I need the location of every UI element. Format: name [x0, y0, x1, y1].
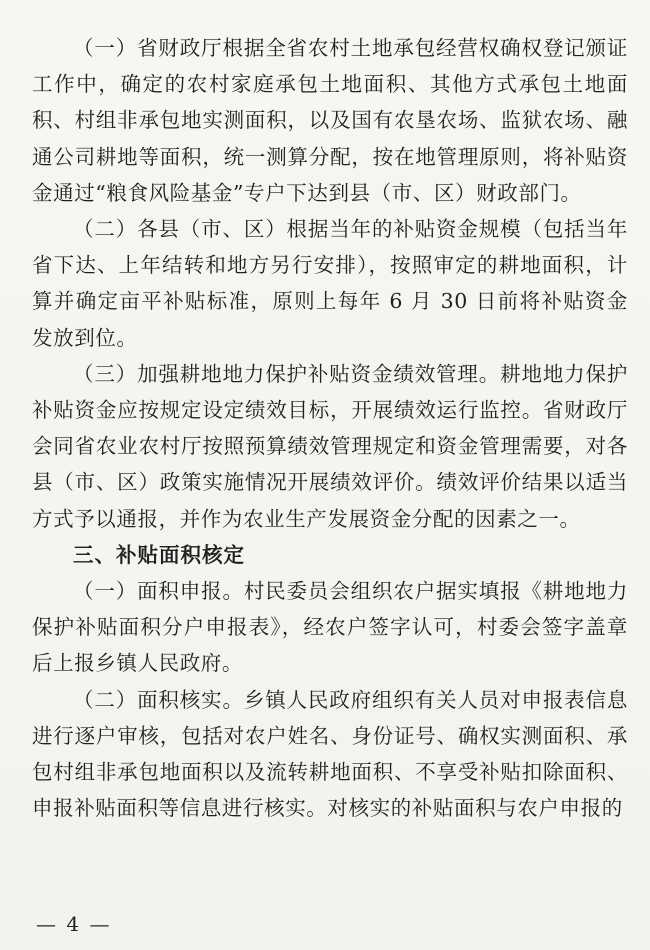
paragraph-1: （一）省财政厅根据全省农村土地承包经营权确权登记颁证工作中，确定的农村家庭承包土地面积、其他方式承包土地面积、村组非承包地实测面积，以及国有农垦农场、监狱农场、融通公司耕地等面积，统一测算分配，按在地管理原则，将补贴资金通过“粮食风险基金”专户下达到县（市、区）财政部门。 — [32, 36, 628, 205]
paragraph-4: （一）面积申报。村民委员会组织农户据实填报《耕地地力保护补贴面积分户申报表》，经农户签字认可，村委会签字盖章后上报乡镇人民政府。 — [32, 579, 628, 676]
document-body — [32, 30, 628, 826]
paragraph-3: （三）加强耕地地力保护补贴资金绩效管理。耕地地力保护补贴资金应按规定设定绩效目标，开展绩效运行监控。省财政厅会同省农业农村厅按照预算绩效管理规定和资金管理需要，对各县（市、区）政策实施情况开展绩效评价。绩效评价结果以适当方式予以通报，并作为农业生产发展资金分配的因素之一。 — [32, 361, 628, 531]
paragraph-5: （二）面积核实。乡镇人民政府组织有关人员对申报表信息进行逐户审核，包括对农户姓名、身份证号、确权实测面积、承包村组非承包地面积以及流转耕地面积、不享受补贴扣除面积、申报补贴面积等信息进行核实。对核实的补贴面积与农户申报的 — [32, 687, 628, 821]
paragraph-2: （二）各县（市、区）根据当年的补贴资金规模（包括当年省下达、上年结转和地方另行安排），按照审定的耕地面积，计算并确定亩平补贴标准，原则上每年 6 月 30 日前将补贴资金发放到位。 — [32, 217, 628, 350]
section-heading: 三、补贴面积核定 — [73, 542, 245, 567]
page-number: — 4 — — [36, 912, 112, 936]
